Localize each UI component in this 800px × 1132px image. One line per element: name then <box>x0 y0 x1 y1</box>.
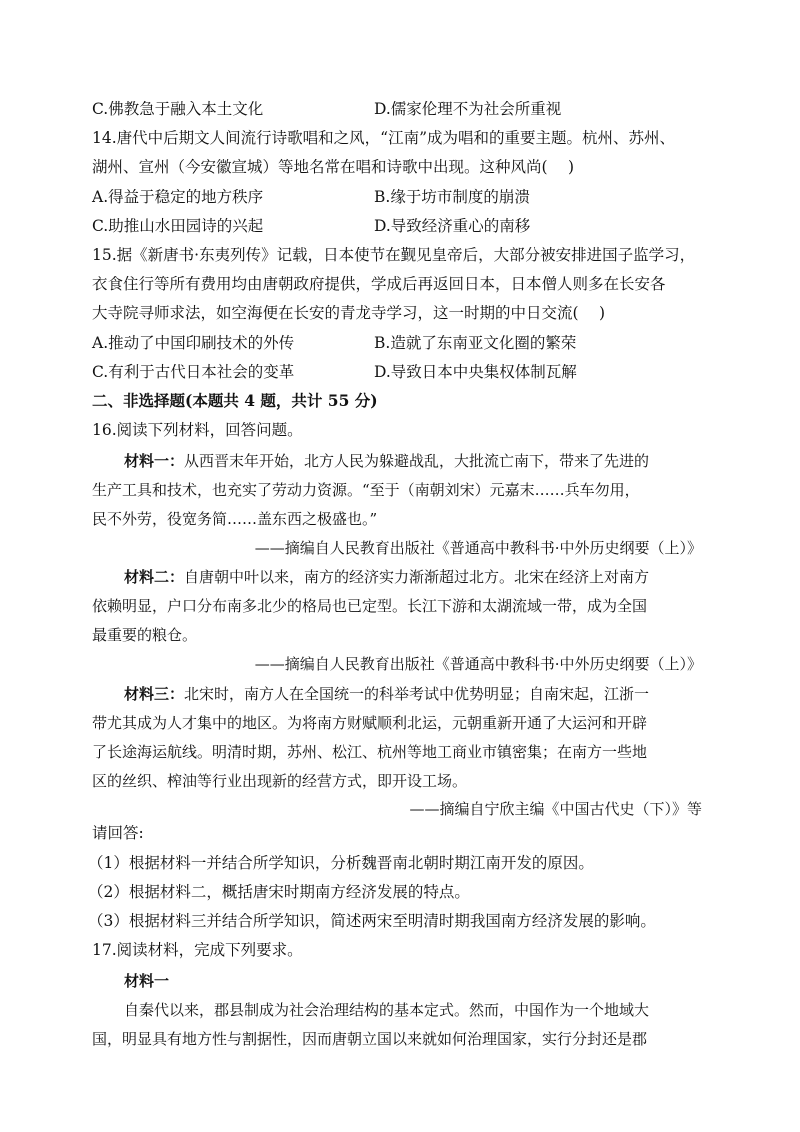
q14-option-c[interactable]: C.助推山水田园诗的兴起 <box>92 217 264 235</box>
q16-material-1-line-2: 生产工具和技术，也充实了劳动力资源。“至于（南朝刘宋）元嘉末……兵车勿用， <box>92 481 640 499</box>
q16-material-3-text-1: 北宋时，南方人在全国统一的科举考试中优势明显；自南宋起，江浙一 <box>184 685 650 703</box>
section-2-title: 二、非选择题(本题共 4 题，共计 55 分) <box>92 391 378 410</box>
q16-material-1-line-1 <box>92 451 734 471</box>
q16-material-3-label: 材料三： <box>124 685 185 703</box>
q15-option-c[interactable]: C.有利于古代日本社会的变革 <box>92 363 295 381</box>
q15-option-d[interactable]: D.导致日本中央集权体制瓦解 <box>374 363 577 381</box>
q14-option-a[interactable]: A.得益于稳定的地方秩序 <box>92 188 264 206</box>
q17-intro: 17.阅读材料，完成下列要求。 <box>92 941 303 959</box>
q16-material-2-line-2: 依赖明显，户口分布南多北少的格局也已定型。长江下游和太湖流域一带，成为全国 <box>92 597 648 615</box>
q15-stem-line-3: 大寺院寻师求法，如空海便在长安的青龙寺学习，这一时期的中日交流( ) <box>92 304 606 322</box>
q16-material-2-line-3: 最重要的粮仓。 <box>92 626 198 644</box>
q16-material-2-source: ——摘编自人民教育出版社《普通高中教科书·中外历史纲要（上）》 <box>254 655 702 673</box>
q16-material-1-text-1: 从西晋末年开始，北方人民为躲避战乱，大批流亡南下，带来了先进的 <box>184 452 650 470</box>
q16-sub-question-2: （2）根据材料二，概括唐宋时期南方经济发展的特点。 <box>88 883 470 901</box>
q13-option-c[interactable]: C.佛教急于融入本土文化 <box>92 100 264 118</box>
q13-option-d[interactable]: D.儒家伦理不为社会所重视 <box>374 100 562 118</box>
q14-option-d[interactable]: D.导致经济重心的南移 <box>374 217 531 235</box>
q16-material-1-source: ——摘编自人民教育出版社《普通高中教科书·中外历史纲要（上）》 <box>254 539 702 557</box>
q17-material-1-label: 材料一 <box>124 972 170 990</box>
q15-stem-line-2: 衣食住行等所有费用均由唐朝政府提供，学成后再返回日本，日本僧人则多在长安各 <box>92 275 666 293</box>
q16-intro: 16.阅读下列材料，回答问题。 <box>92 421 303 439</box>
q16-material-3-line-3: 了长途海运航线。明清时期，苏州、松江、杭州等地工商业市镇密集；在南方一些地 <box>92 743 648 761</box>
q16-material-3-source: ——摘编自宁欣主编《中国古代史（下）》等 <box>409 800 702 818</box>
q15-option-a[interactable]: A.推动了中国印刷技术的外传 <box>92 334 295 352</box>
q14-stem-line-1: 14.唐代中后期文人间流行诗歌唱和之风，“江南”成为唱和的重要主题。杭州、苏州、 <box>92 129 676 147</box>
q16-material-3-line-1 <box>92 684 734 704</box>
q16-material-1-line-3: 民不外劳，役宽务简……盖东西之极盛也。” <box>92 510 378 528</box>
q16-material-2-label: 材料二： <box>124 568 185 586</box>
q16-material-2-text-1: 自唐朝中叶以来，南方的经济实力渐渐超过北方。北宋在经济上对南方 <box>184 568 650 586</box>
q17-material-1-label-line <box>92 971 734 991</box>
q16-material-3-line-4: 区的丝织、榨油等行业出现新的经营方式，即开设工场。 <box>92 772 468 790</box>
q17-material-1-line-1: 自秦代以来，郡县制成为社会治理结构的基本定式。然而，中国作为一个地域大 <box>124 1001 650 1019</box>
q14-stem-line-2: 湖州、宣州（今安徽宣城）等地名常在唱和诗歌中出现。这种风尚( ) <box>92 158 575 176</box>
q16-material-1-label: 材料一： <box>124 452 185 470</box>
q16-sub-question-1: （1）根据材料一并结合所学知识，分析魏晋南北朝时期江南开发的原因。 <box>88 854 594 872</box>
q16-sub-question-3: （3）根据材料三并结合所学知识，简述两宋至明清时期我国南方经济发展的影响。 <box>88 912 656 930</box>
q15-option-b[interactable]: B.造就了东南亚文化圈的繁荣 <box>374 334 577 352</box>
q16-material-3-line-2: 带尤其成为人才集中的地区。为将南方财赋顺利北运，元朝重新开通了大运河和开辟 <box>92 714 648 732</box>
q16-ask: 请回答: <box>92 824 144 842</box>
q14-option-b[interactable]: B.缘于坊市制度的崩溃 <box>374 188 530 206</box>
q15-stem-line-1: 15.据《新唐书·东夷列传》记载，日本使节在觐见皇帝后，大部分被安排进国子监学习， <box>92 246 696 264</box>
q17-material-1-line-2: 国，明显具有地方性与割据性，因而唐朝立国以来就如何治理国家，实行分封还是郡 <box>92 1030 648 1048</box>
q16-material-2-line-1 <box>92 567 734 587</box>
